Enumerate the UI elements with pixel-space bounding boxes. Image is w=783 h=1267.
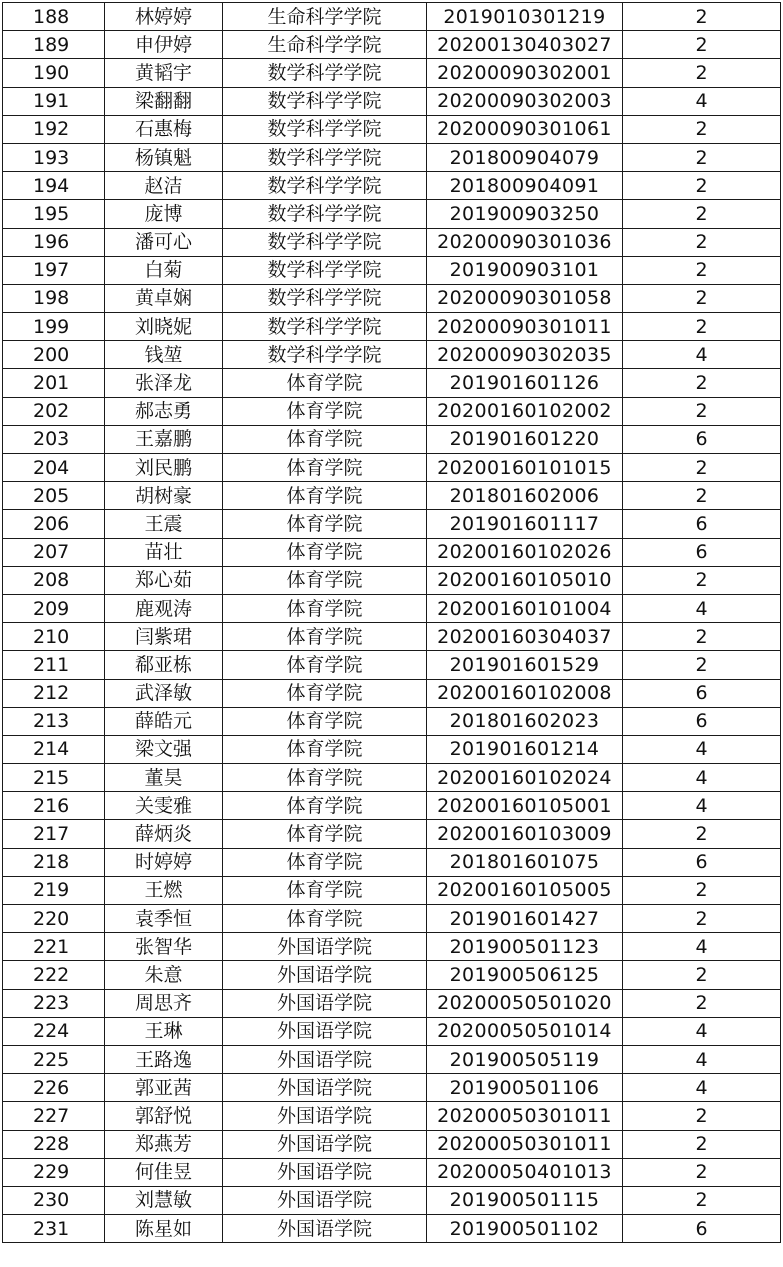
credit-cell: 2 (623, 313, 781, 341)
credit-cell: 4 (623, 764, 781, 792)
credit-cell: 2 (623, 59, 781, 87)
row-number-cell: 202 (3, 397, 105, 425)
student-name-cell: 陈星如 (105, 1215, 223, 1243)
college-cell: 体育学院 (223, 848, 427, 876)
credit-cell: 2 (623, 397, 781, 425)
credit-cell: 2 (623, 820, 781, 848)
student-name-cell: 刘晓妮 (105, 313, 223, 341)
table-row (3, 341, 781, 369)
college-cell: 外国语学院 (223, 1045, 427, 1073)
student-name-cell: 薛皓元 (105, 707, 223, 735)
student-name-cell: 胡树豪 (105, 482, 223, 510)
college-cell: 外国语学院 (223, 1074, 427, 1102)
student-name-cell: 闫紫珺 (105, 623, 223, 651)
table-row (3, 1102, 781, 1130)
student-id-cell: 201900501115 (427, 1186, 623, 1214)
table-row (3, 59, 781, 87)
student-name-cell: 郭舒悦 (105, 1102, 223, 1130)
table-row (3, 369, 781, 397)
credit-cell: 2 (623, 1186, 781, 1214)
row-number-cell: 200 (3, 341, 105, 369)
student-id-cell: 20200090302001 (427, 59, 623, 87)
college-cell: 体育学院 (223, 905, 427, 933)
student-id-cell: 201901601427 (427, 905, 623, 933)
student-name-cell: 董昊 (105, 764, 223, 792)
credit-cell: 6 (623, 707, 781, 735)
table-row (3, 454, 781, 482)
student-name-cell: 庞博 (105, 200, 223, 228)
table-row (3, 1130, 781, 1158)
student-id-cell: 20200090302035 (427, 341, 623, 369)
student-id-cell: 201900903250 (427, 200, 623, 228)
college-cell: 数学科学学院 (223, 59, 427, 87)
row-number-cell: 224 (3, 1017, 105, 1045)
student-id-cell: 201900501106 (427, 1074, 623, 1102)
college-cell: 体育学院 (223, 482, 427, 510)
credit-cell: 2 (623, 566, 781, 594)
student-name-cell: 王路逸 (105, 1045, 223, 1073)
student-name-cell: 白菊 (105, 256, 223, 284)
student-name-cell: 刘民鹏 (105, 454, 223, 482)
credit-cell: 2 (623, 200, 781, 228)
row-number-cell: 220 (3, 905, 105, 933)
credit-cell: 4 (623, 594, 781, 622)
table-row (3, 397, 781, 425)
student-name-cell: 时婷婷 (105, 848, 223, 876)
student-name-cell: 黄卓娴 (105, 284, 223, 312)
student-name-cell: 关雯雅 (105, 792, 223, 820)
credit-cell: 2 (623, 651, 781, 679)
row-number-cell: 205 (3, 482, 105, 510)
student-id-cell: 201901601117 (427, 510, 623, 538)
college-cell: 外国语学院 (223, 933, 427, 961)
credit-cell: 4 (623, 1017, 781, 1045)
credit-cell: 4 (623, 87, 781, 115)
student-id-cell: 20200160102002 (427, 397, 623, 425)
student-table-body (3, 3, 781, 1243)
college-cell: 数学科学学院 (223, 341, 427, 369)
college-cell: 数学科学学院 (223, 228, 427, 256)
student-id-cell: 201801601075 (427, 848, 623, 876)
table-row (3, 200, 781, 228)
student-name-cell: 何佳昱 (105, 1158, 223, 1186)
college-cell: 体育学院 (223, 425, 427, 453)
row-number-cell: 223 (3, 989, 105, 1017)
table-row (3, 1215, 781, 1243)
credit-cell: 4 (623, 933, 781, 961)
college-cell: 体育学院 (223, 369, 427, 397)
student-id-cell: 201901601126 (427, 369, 623, 397)
table-row (3, 172, 781, 200)
college-cell: 数学科学学院 (223, 143, 427, 171)
student-id-cell: 20200160103009 (427, 820, 623, 848)
credit-cell: 2 (623, 454, 781, 482)
college-cell: 外国语学院 (223, 1186, 427, 1214)
college-cell: 数学科学学院 (223, 200, 427, 228)
student-name-cell: 袁季恒 (105, 905, 223, 933)
college-cell: 外国语学院 (223, 1215, 427, 1243)
credit-cell: 4 (623, 792, 781, 820)
student-name-cell: 张泽龙 (105, 369, 223, 397)
row-number-cell: 192 (3, 115, 105, 143)
student-id-cell: 20200160304037 (427, 623, 623, 651)
row-number-cell: 197 (3, 256, 105, 284)
student-id-cell: 20200090301011 (427, 313, 623, 341)
student-name-cell: 赵洁 (105, 172, 223, 200)
student-name-cell: 武泽敏 (105, 679, 223, 707)
row-number-cell: 193 (3, 143, 105, 171)
credit-cell: 4 (623, 1074, 781, 1102)
credit-cell: 2 (623, 143, 781, 171)
student-name-cell: 钱堃 (105, 341, 223, 369)
table-row (3, 961, 781, 989)
student-name-cell: 薛炳炎 (105, 820, 223, 848)
student-name-cell: 王琳 (105, 1017, 223, 1045)
row-number-cell: 207 (3, 538, 105, 566)
credit-cell: 2 (623, 1130, 781, 1158)
table-row (3, 1158, 781, 1186)
table-row (3, 933, 781, 961)
college-cell: 体育学院 (223, 876, 427, 904)
student-id-cell: 20200160105001 (427, 792, 623, 820)
college-cell: 数学科学学院 (223, 172, 427, 200)
row-number-cell: 222 (3, 961, 105, 989)
table-row (3, 228, 781, 256)
college-cell: 体育学院 (223, 679, 427, 707)
student-name-cell: 杨镇魁 (105, 143, 223, 171)
row-number-cell: 213 (3, 707, 105, 735)
college-cell: 数学科学学院 (223, 87, 427, 115)
college-cell: 体育学院 (223, 623, 427, 651)
student-name-cell: 刘慧敏 (105, 1186, 223, 1214)
student-id-cell: 20200160101004 (427, 594, 623, 622)
student-id-cell: 20200160101015 (427, 454, 623, 482)
row-number-cell: 221 (3, 933, 105, 961)
college-cell: 外国语学院 (223, 1017, 427, 1045)
table-row (3, 735, 781, 763)
row-number-cell: 204 (3, 454, 105, 482)
row-number-cell: 211 (3, 651, 105, 679)
credit-cell: 6 (623, 510, 781, 538)
row-number-cell: 189 (3, 31, 105, 59)
credit-cell: 2 (623, 905, 781, 933)
credit-cell: 2 (623, 228, 781, 256)
college-cell: 体育学院 (223, 397, 427, 425)
student-name-cell: 鹿观涛 (105, 594, 223, 622)
credit-cell: 6 (623, 425, 781, 453)
college-cell: 生命科学学院 (223, 3, 427, 31)
table-row (3, 989, 781, 1017)
student-name-cell: 潘可心 (105, 228, 223, 256)
college-cell: 体育学院 (223, 707, 427, 735)
row-number-cell: 229 (3, 1158, 105, 1186)
student-id-cell: 20200160102024 (427, 764, 623, 792)
student-name-cell: 石惠梅 (105, 115, 223, 143)
table-row (3, 764, 781, 792)
table-row (3, 1186, 781, 1214)
student-id-cell: 20200160105010 (427, 566, 623, 594)
student-id-cell: 20200160105005 (427, 876, 623, 904)
table-row (3, 1074, 781, 1102)
row-number-cell: 225 (3, 1045, 105, 1073)
student-id-cell: 20200050501020 (427, 989, 623, 1017)
table-row (3, 425, 781, 453)
credit-cell: 6 (623, 1215, 781, 1243)
student-table (2, 2, 781, 1243)
student-name-cell: 郑燕芳 (105, 1130, 223, 1158)
student-id-cell: 20200160102026 (427, 538, 623, 566)
row-number-cell: 206 (3, 510, 105, 538)
table-row (3, 876, 781, 904)
student-id-cell: 201901601220 (427, 425, 623, 453)
row-number-cell: 219 (3, 876, 105, 904)
table-row (3, 792, 781, 820)
student-name-cell: 苗壮 (105, 538, 223, 566)
credit-cell: 4 (623, 341, 781, 369)
row-number-cell: 190 (3, 59, 105, 87)
college-cell: 体育学院 (223, 454, 427, 482)
credit-cell: 2 (623, 989, 781, 1017)
college-cell: 外国语学院 (223, 1130, 427, 1158)
credit-cell: 2 (623, 115, 781, 143)
student-id-cell: 20200050301011 (427, 1130, 623, 1158)
credit-cell: 6 (623, 538, 781, 566)
row-number-cell: 208 (3, 566, 105, 594)
table-row (3, 538, 781, 566)
row-number-cell: 214 (3, 735, 105, 763)
row-number-cell: 203 (3, 425, 105, 453)
table-row (3, 115, 781, 143)
table-row (3, 284, 781, 312)
student-id-cell: 201900501123 (427, 933, 623, 961)
credit-cell: 2 (623, 623, 781, 651)
row-number-cell: 228 (3, 1130, 105, 1158)
row-number-cell: 191 (3, 87, 105, 115)
row-number-cell: 230 (3, 1186, 105, 1214)
student-id-cell: 201801602023 (427, 707, 623, 735)
college-cell: 体育学院 (223, 764, 427, 792)
table-row (3, 820, 781, 848)
table-row (3, 905, 781, 933)
student-name-cell: 郭亚茜 (105, 1074, 223, 1102)
row-number-cell: 188 (3, 3, 105, 31)
college-cell: 生命科学学院 (223, 31, 427, 59)
student-id-cell: 20200160102008 (427, 679, 623, 707)
row-number-cell: 194 (3, 172, 105, 200)
student-id-cell: 201800904091 (427, 172, 623, 200)
college-cell: 体育学院 (223, 820, 427, 848)
credit-cell: 2 (623, 369, 781, 397)
student-id-cell: 201800904079 (427, 143, 623, 171)
college-cell: 体育学院 (223, 566, 427, 594)
row-number-cell: 212 (3, 679, 105, 707)
row-number-cell: 196 (3, 228, 105, 256)
table-row (3, 143, 781, 171)
credit-cell: 6 (623, 679, 781, 707)
row-number-cell: 195 (3, 200, 105, 228)
college-cell: 体育学院 (223, 538, 427, 566)
student-id-cell: 20200050401013 (427, 1158, 623, 1186)
student-name-cell: 王燃 (105, 876, 223, 904)
credit-cell: 4 (623, 735, 781, 763)
table-row (3, 566, 781, 594)
credit-cell: 2 (623, 876, 781, 904)
credit-cell: 2 (623, 3, 781, 31)
student-name-cell: 郗亚栋 (105, 651, 223, 679)
student-id-cell: 201900506125 (427, 961, 623, 989)
student-id-cell: 201901601214 (427, 735, 623, 763)
student-name-cell: 郝志勇 (105, 397, 223, 425)
student-id-cell: 201900501102 (427, 1215, 623, 1243)
student-name-cell: 郑心茹 (105, 566, 223, 594)
table-row (3, 1045, 781, 1073)
college-cell: 外国语学院 (223, 989, 427, 1017)
college-cell: 体育学院 (223, 594, 427, 622)
college-cell: 外国语学院 (223, 1158, 427, 1186)
table-row (3, 87, 781, 115)
table-row (3, 256, 781, 284)
student-id-cell: 20200050501014 (427, 1017, 623, 1045)
student-name-cell: 朱意 (105, 961, 223, 989)
college-cell: 外国语学院 (223, 961, 427, 989)
row-number-cell: 209 (3, 594, 105, 622)
student-id-cell: 201900505119 (427, 1045, 623, 1073)
table-row (3, 482, 781, 510)
student-id-cell: 2019010301219 (427, 3, 623, 31)
credit-cell: 2 (623, 284, 781, 312)
college-cell: 数学科学学院 (223, 313, 427, 341)
table-row (3, 594, 781, 622)
credit-cell: 2 (623, 482, 781, 510)
college-cell: 体育学院 (223, 510, 427, 538)
student-id-cell: 20200090302003 (427, 87, 623, 115)
student-name-cell: 梁翻翻 (105, 87, 223, 115)
table-row (3, 1017, 781, 1045)
student-id-cell: 20200050301011 (427, 1102, 623, 1130)
row-number-cell: 217 (3, 820, 105, 848)
college-cell: 数学科学学院 (223, 256, 427, 284)
student-id-cell: 20200090301036 (427, 228, 623, 256)
credit-cell: 2 (623, 961, 781, 989)
college-cell: 体育学院 (223, 735, 427, 763)
row-number-cell: 215 (3, 764, 105, 792)
student-name-cell: 申伊婷 (105, 31, 223, 59)
student-name-cell: 黄韬宇 (105, 59, 223, 87)
row-number-cell: 210 (3, 623, 105, 651)
student-id-cell: 20200090301058 (427, 284, 623, 312)
credit-cell: 2 (623, 1158, 781, 1186)
table-row (3, 31, 781, 59)
student-id-cell: 201900903101 (427, 256, 623, 284)
row-number-cell: 227 (3, 1102, 105, 1130)
row-number-cell: 218 (3, 848, 105, 876)
table-row (3, 3, 781, 31)
credit-cell: 2 (623, 256, 781, 284)
student-name-cell: 梁文强 (105, 735, 223, 763)
college-cell: 数学科学学院 (223, 284, 427, 312)
row-number-cell: 198 (3, 284, 105, 312)
table-row (3, 707, 781, 735)
student-name-cell: 林婷婷 (105, 3, 223, 31)
table-row (3, 623, 781, 651)
student-name-cell: 王嘉鹏 (105, 425, 223, 453)
row-number-cell: 226 (3, 1074, 105, 1102)
student-id-cell: 20200130403027 (427, 31, 623, 59)
student-id-cell: 20200090301061 (427, 115, 623, 143)
college-cell: 体育学院 (223, 792, 427, 820)
row-number-cell: 216 (3, 792, 105, 820)
row-number-cell: 231 (3, 1215, 105, 1243)
row-number-cell: 199 (3, 313, 105, 341)
table-row (3, 313, 781, 341)
college-cell: 数学科学学院 (223, 115, 427, 143)
credit-cell: 4 (623, 1045, 781, 1073)
student-name-cell: 王震 (105, 510, 223, 538)
student-id-cell: 201801602006 (427, 482, 623, 510)
table-row (3, 510, 781, 538)
student-id-cell: 201901601529 (427, 651, 623, 679)
college-cell: 体育学院 (223, 651, 427, 679)
credit-cell: 6 (623, 848, 781, 876)
credit-cell: 2 (623, 172, 781, 200)
row-number-cell: 201 (3, 369, 105, 397)
credit-cell: 2 (623, 31, 781, 59)
table-row (3, 848, 781, 876)
table-row (3, 679, 781, 707)
student-name-cell: 周思齐 (105, 989, 223, 1017)
table-row (3, 651, 781, 679)
student-name-cell: 张智华 (105, 933, 223, 961)
credit-cell: 2 (623, 1102, 781, 1130)
college-cell: 外国语学院 (223, 1102, 427, 1130)
